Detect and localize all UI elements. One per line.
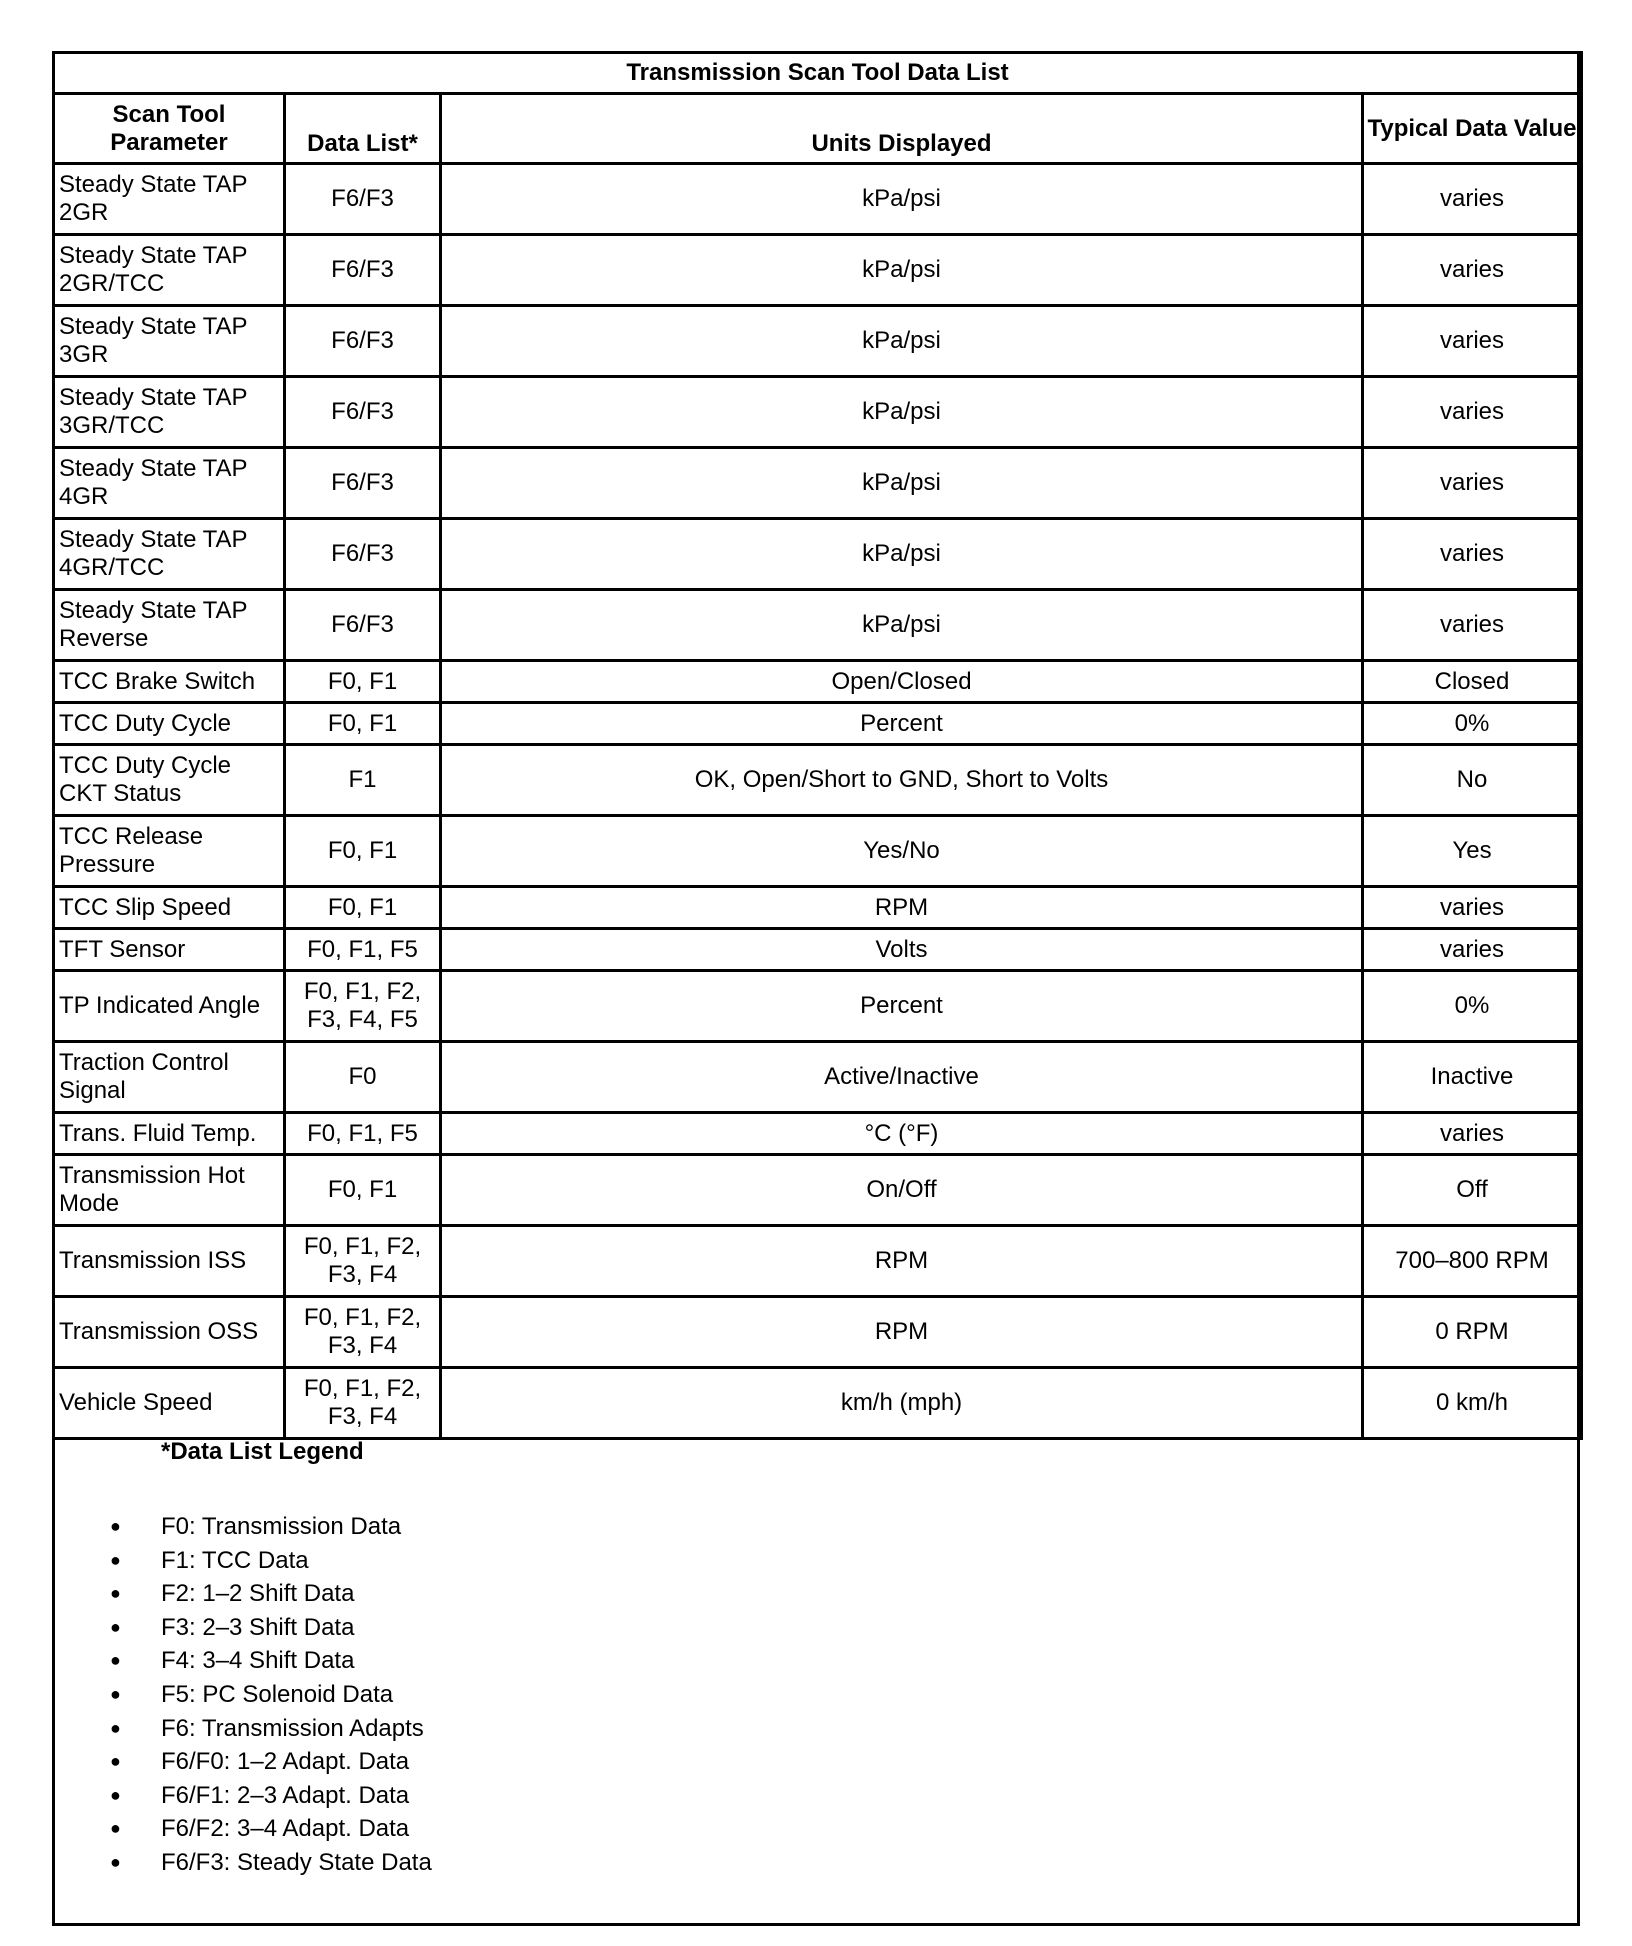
cell-parameter: Steady State TAP 3GR/TCC <box>54 377 285 448</box>
cell-typical: varies <box>1363 448 1582 519</box>
cell-units: kPa/psi <box>441 235 1363 306</box>
cell-parameter: TCC Slip Speed <box>54 887 285 929</box>
cell-parameter: Steady State TAP 3GR <box>54 306 285 377</box>
table-row <box>54 519 1582 590</box>
cell-parameter: TCC Release Pressure <box>54 816 285 887</box>
cell-units: On/Off <box>441 1155 1363 1226</box>
cell-units: km/h (mph) <box>441 1368 1363 1439</box>
cell-parameter: TFT Sensor <box>54 929 285 971</box>
cell-units: Active/Inactive <box>441 1042 1363 1113</box>
cell-units: OK, Open/Short to GND, Short to Volts <box>441 745 1363 816</box>
table-row <box>54 164 1582 235</box>
cell-typical: varies <box>1363 590 1582 661</box>
table-row <box>54 377 1582 448</box>
cell-parameter: Steady State TAP 2GR <box>54 164 285 235</box>
cell-data-list: F6/F3 <box>285 519 441 590</box>
cell-units: kPa/psi <box>441 164 1363 235</box>
table-row <box>54 971 1582 1042</box>
cell-data-list: F0, F1, F5 <box>285 929 441 971</box>
table-title: Transmission Scan Tool Data List <box>54 53 1582 94</box>
cell-typical: 0 RPM <box>1363 1297 1582 1368</box>
cell-typical: No <box>1363 745 1582 816</box>
table-row <box>54 929 1582 971</box>
bullet-icon: ● <box>110 1751 121 1772</box>
cell-typical: 0% <box>1363 703 1582 745</box>
cell-data-list: F0, F1, F2, F3, F4 <box>285 1226 441 1297</box>
bullet-icon: ● <box>110 1650 121 1671</box>
cell-typical: Yes <box>1363 816 1582 887</box>
cell-parameter: Transmission ISS <box>54 1226 285 1297</box>
cell-data-list: F0, F1 <box>285 816 441 887</box>
cell-typical: varies <box>1363 306 1582 377</box>
cell-typical: varies <box>1363 887 1582 929</box>
cell-units: kPa/psi <box>441 590 1363 661</box>
cell-data-list: F0, F1, F2, F3, F4, F5 <box>285 971 441 1042</box>
cell-parameter: Steady State TAP 4GR/TCC <box>54 519 285 590</box>
table-row <box>54 661 1582 703</box>
cell-units: Yes/No <box>441 816 1363 887</box>
cell-parameter: Steady State TAP Reverse <box>54 590 285 661</box>
table-row <box>54 1226 1582 1297</box>
cell-typical: varies <box>1363 235 1582 306</box>
cell-parameter: TCC Duty Cycle <box>54 703 285 745</box>
cell-units: Volts <box>441 929 1363 971</box>
cell-parameter: Transmission OSS <box>54 1297 285 1368</box>
cell-units: RPM <box>441 1226 1363 1297</box>
table-row <box>54 306 1582 377</box>
scan-tool-data-table <box>52 51 1583 1440</box>
cell-typical: 0 km/h <box>1363 1368 1582 1439</box>
bullet-icon: ● <box>110 1683 121 1704</box>
table-row <box>54 703 1582 745</box>
cell-typical: Closed <box>1363 661 1582 703</box>
cell-parameter: Vehicle Speed <box>54 1368 285 1439</box>
cell-parameter: TCC Brake Switch <box>54 661 285 703</box>
cell-data-list: F1 <box>285 745 441 816</box>
cell-parameter: Traction Control Signal <box>54 1042 285 1113</box>
cell-parameter: TP Indicated Angle <box>54 971 285 1042</box>
cell-typical: 0% <box>1363 971 1582 1042</box>
header-typical-value: Typical Data Value <box>1363 94 1582 164</box>
cell-typical: varies <box>1363 164 1582 235</box>
cell-data-list: F6/F3 <box>285 164 441 235</box>
cell-data-list: F6/F3 <box>285 590 441 661</box>
header-data-list: Data List* <box>285 94 441 164</box>
cell-data-list: F6/F3 <box>285 377 441 448</box>
cell-data-list: F6/F3 <box>285 235 441 306</box>
table-row <box>54 816 1582 887</box>
table-row <box>54 1155 1582 1226</box>
cell-typical: Inactive <box>1363 1042 1582 1113</box>
bullet-icon: ● <box>110 1583 121 1604</box>
cell-units: Open/Closed <box>441 661 1363 703</box>
cell-data-list: F0, F1, F2, F3, F4 <box>285 1297 441 1368</box>
header-units: Units Displayed <box>441 94 1363 164</box>
cell-parameter: Transmission Hot Mode <box>54 1155 285 1226</box>
table-row <box>54 1297 1582 1368</box>
cell-units: kPa/psi <box>441 377 1363 448</box>
cell-parameter: TCC Duty Cycle CKT Status <box>54 745 285 816</box>
legend-title: *Data List Legend <box>161 1438 364 1465</box>
header-parameter: Scan Tool Parameter <box>54 94 285 164</box>
table-row <box>54 235 1582 306</box>
table-row <box>54 1113 1582 1155</box>
bullet-icon: ● <box>110 1717 121 1738</box>
cell-typical: varies <box>1363 1113 1582 1155</box>
bullet-icon: ● <box>110 1851 121 1872</box>
cell-units: kPa/psi <box>441 448 1363 519</box>
cell-parameter: Trans. Fluid Temp. <box>54 1113 285 1155</box>
cell-units: kPa/psi <box>441 519 1363 590</box>
bullet-icon: ● <box>110 1549 121 1570</box>
cell-units: RPM <box>441 887 1363 929</box>
table-row <box>54 1368 1582 1439</box>
cell-parameter: Steady State TAP 2GR/TCC <box>54 235 285 306</box>
cell-data-list: F0 <box>285 1042 441 1113</box>
cell-typical: varies <box>1363 929 1582 971</box>
bullet-icon: ● <box>110 1818 121 1839</box>
cell-units: RPM <box>441 1297 1363 1368</box>
cell-parameter: Steady State TAP 4GR <box>54 448 285 519</box>
table-row <box>54 1042 1582 1113</box>
cell-data-list: F0, F1 <box>285 1155 441 1226</box>
cell-units: Percent <box>441 703 1363 745</box>
cell-typical: varies <box>1363 519 1582 590</box>
table-row <box>54 745 1582 816</box>
cell-units: Percent <box>441 971 1363 1042</box>
table-row <box>54 448 1582 519</box>
cell-data-list: F6/F3 <box>285 448 441 519</box>
cell-data-list: F0, F1 <box>285 887 441 929</box>
cell-data-list: F0, F1 <box>285 661 441 703</box>
cell-units: kPa/psi <box>441 306 1363 377</box>
bullet-icon: ● <box>110 1784 121 1805</box>
cell-data-list: F0, F1 <box>285 703 441 745</box>
bullet-icon: ● <box>110 1616 121 1637</box>
cell-data-list: F0, F1, F5 <box>285 1113 441 1155</box>
cell-typical: 700–800 RPM <box>1363 1226 1582 1297</box>
cell-typical: varies <box>1363 377 1582 448</box>
bullet-icon: ● <box>110 1516 121 1536</box>
cell-units: °C (°F) <box>441 1113 1363 1155</box>
cell-typical: Off <box>1363 1155 1582 1226</box>
table-row <box>54 887 1582 929</box>
cell-data-list: F0, F1, F2, F3, F4 <box>285 1368 441 1439</box>
table-row <box>54 590 1582 661</box>
cell-data-list: F6/F3 <box>285 306 441 377</box>
